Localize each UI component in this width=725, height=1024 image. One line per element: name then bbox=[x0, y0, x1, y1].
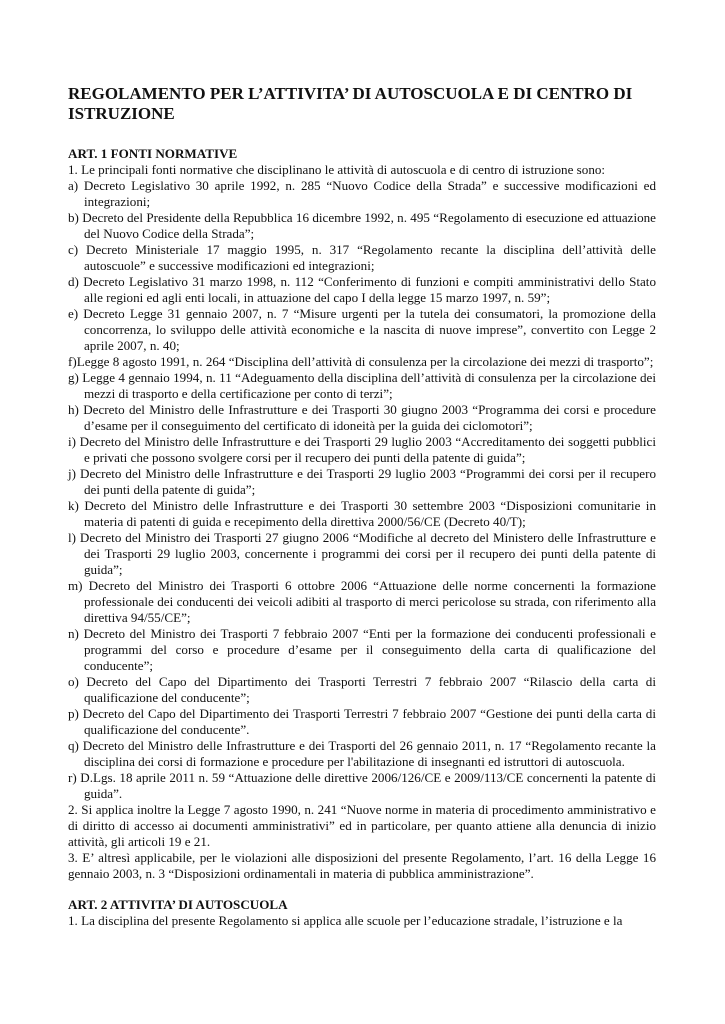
list-item: f)Legge 8 agosto 1991, n. 264 “Disciplina dell’attività di consulenza per la circolazione dei mezzi di trasporto”; bbox=[68, 354, 654, 369]
list-item: p) Decreto del Capo del Dipartimento dei Trasporti Terrestri 7 febbraio 2007 “Gestione dei punti della carta di qualificazione del conducente”. bbox=[68, 706, 656, 737]
list-item: m) Decreto del Ministro dei Trasporti 6 ottobre 2006 “Attuazione delle norme concernenti la formazione professionale dei conducenti dei veicoli adibiti al trasporto di merci pericolose su strada, con riferimento alla direttiva 94/55/CE”; bbox=[68, 578, 656, 625]
list-item: g) Legge 4 gennaio 1994, n. 11 “Adeguamento della disciplina dell’attività di consulenza per la circolazione dei mezzi di trasporto e della certificazione per conto di terzi”; bbox=[68, 370, 656, 401]
document-title: REGOLAMENTO PER L’ATTIVITA’ DI AUTOSCUOLA E DI CENTRO DI ISTRUZIONE bbox=[68, 84, 633, 123]
list-item: r) D.Lgs. 18 aprile 2011 n. 59 “Attuazione delle direttive 2006/126/CE e 2009/113/CE concernenti la patente di guida”. bbox=[68, 770, 656, 801]
list-item: k) Decreto del Ministro delle Infrastrutture e dei Trasporti 30 settembre 2003 “Disposizioni comunitarie in materia di patenti di guida e recepimento della direttiva 2000/56/CE (Decreto 40/T); bbox=[68, 498, 656, 529]
list-item: n) Decreto del Ministro dei Trasporti 7 febbraio 2007 “Enti per la formazione dei conducenti professionali e programmi del corso e procedure d’esame per il conseguimento della carta di qualificazione del conducente”; bbox=[68, 626, 656, 673]
list-item: h) Decreto del Ministro delle Infrastrutture e dei Trasporti 30 giugno 2003 “Programma dei corsi e procedure d’esame per il conseguimento del certificato di idoneità per la guida dei ciclomotori”; bbox=[68, 402, 656, 433]
article-1-intro: 1. Le principali fonti normative che disciplinano le attività di autoscuola e di centro di istruzione sono: bbox=[68, 162, 606, 177]
section-spacer bbox=[68, 882, 656, 897]
article-2 bbox=[68, 897, 656, 929]
list-item: a) Decreto Legislativo 30 aprile 1992, n. 285 “Nuovo Codice della Strada” e successive modificazioni ed integrazioni; bbox=[68, 178, 656, 209]
article-1-heading: ART. 1 FONTI NORMATIVE bbox=[68, 146, 238, 161]
article-2-heading: ART. 2 ATTIVITA’ DI AUTOSCUOLA bbox=[68, 897, 288, 912]
article-1-paragraph-3: 3. E’ altresì applicabile, per le violazioni alle disposizioni del presente Regolamento, l’art. 16 della Legge 16 gennaio 2003, n. 3 “Disposizioni ordinamentali in materia di pubblica amministrazione”. bbox=[68, 850, 656, 881]
list-item: d) Decreto Legislativo 31 marzo 1998, n. 112 “Conferimento di funzioni e compiti amministrativi dello Stato alle regioni ed agli enti locali, in attuazione del capo I della legge 15 marzo 1997, n. 59”; bbox=[68, 274, 656, 305]
list-item: e) Decreto Legge 31 gennaio 2007, n. 7 “Misure urgenti per la tutela dei consumatori, la promozione della concorrenza, lo sviluppo delle attività economiche e la nascita di nuove imprese”, convertito con Legge 2 aprile 2007, n. 40; bbox=[68, 306, 656, 353]
list-item: b) Decreto del Presidente della Repubblica 16 dicembre 1992, n. 495 “Regolamento di esecuzione ed attuazione del Nuovo Codice della Strada”; bbox=[68, 210, 656, 241]
list-item: j) Decreto del Ministro delle Infrastrutture e dei Trasporti 29 luglio 2003 “Programmi dei corsi per il recupero dei punti della patente di guida”; bbox=[68, 466, 656, 497]
article-1 bbox=[68, 146, 656, 882]
article-1-list bbox=[68, 178, 656, 802]
list-item: l) Decreto del Ministro dei Trasporti 27 giugno 2006 “Modifiche al decreto del Ministero delle Infrastrutture e dei Trasporti 29 luglio 2003, concernente i programmi dei corsi per il recupero dei punti della patente di guida”; bbox=[68, 530, 656, 577]
list-item: i) Decreto del Ministro delle Infrastrutture e dei Trasporti 29 luglio 2003 “Accreditamento dei soggetti pubblici e privati che possono svolgere corsi per il recupero dei punti della patente di guida”; bbox=[68, 434, 656, 465]
list-item: c) Decreto Ministeriale 17 maggio 1995, n. 317 “Regolamento recante la disciplina dell’attività delle autoscuole” e successive modificazioni ed integrazioni; bbox=[68, 242, 656, 273]
article-1-paragraph-2: 2. Si applica inoltre la Legge 7 agosto 1990, n. 241 “Nuove norme in materia di procedimento amministrativo e di diritto di accesso ai documenti amministrativi” ed in particolare, per quanto attiene alla denuncia di inizio attività, gli articoli 19 e 21. bbox=[68, 802, 656, 849]
list-item: o) Decreto del Capo del Dipartimento dei Trasporti Terrestri 7 febbraio 2007 “Rilascio della carta di qualificazione del conducente”; bbox=[68, 674, 656, 705]
article-2-paragraph-1: 1. La disciplina del presente Regolamento si applica alle scuole per l’educazione stradale, l’istruzione e la bbox=[68, 913, 623, 928]
list-item: q) Decreto del Ministro delle Infrastrutture e dei Trasporti del 26 gennaio 2011, n. 17 “Regolamento recante la disciplina dei corsi di formazione e procedure per l'abilitazione di insegnanti ed istruttori di autoscuola. bbox=[68, 738, 656, 769]
document-page bbox=[68, 84, 656, 929]
